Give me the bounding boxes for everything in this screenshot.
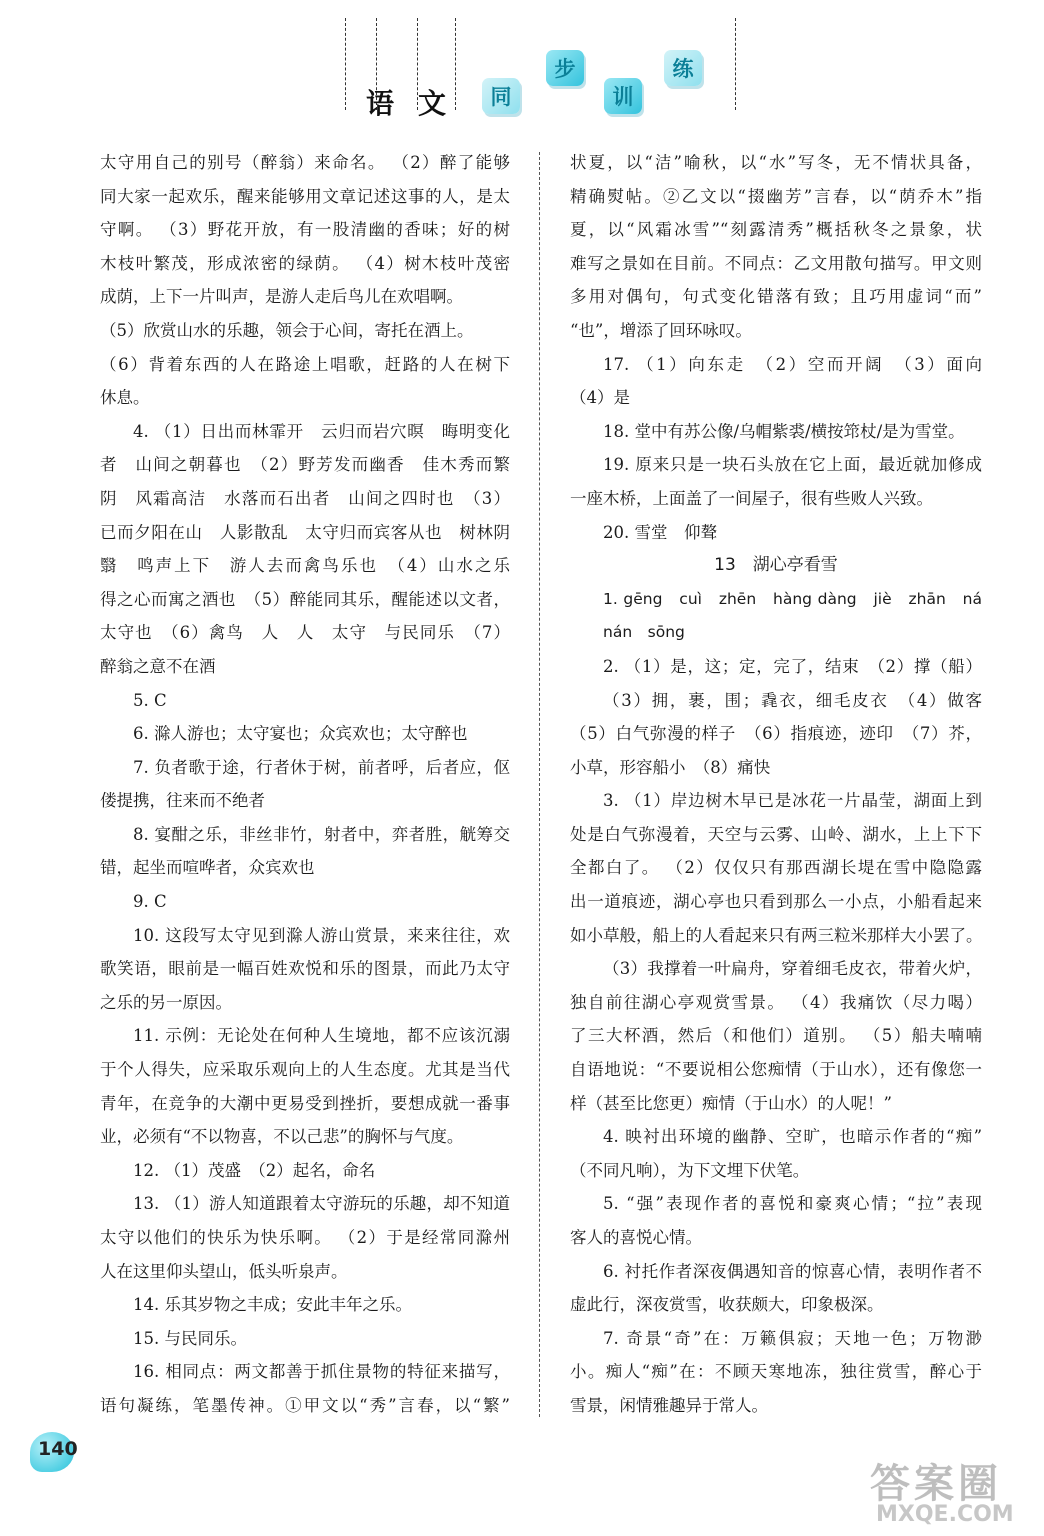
- answer-line: 一座木桥，上面盖了一间屋子，很有些败人兴致。: [570, 488, 933, 508]
- answer-line: （5）白气弥漫的样子 （6）指痕迹，迹印 （7）芥，: [570, 724, 982, 744]
- page-header: [0, 0, 1044, 130]
- answer-line: 人在这里仰头望山，低头听泉声。: [100, 1261, 348, 1281]
- answer-line: 青年，在竞争的大潮中更易受到挫折，要想成就一番事: [100, 1093, 510, 1113]
- answer-line: 偻提携，往来而不绝者: [100, 791, 265, 811]
- answer-line: 4. （1）日出而林霏开 云归而岩穴暝 晦明变化: [133, 421, 510, 441]
- answer-line: 同大家一起欢乐，醒来能够用文章记述这事的人，是太: [100, 186, 510, 206]
- answer-line: 8. 宴酣之乐，非丝非竹，射者中，弈者胜，觥筹交: [133, 824, 510, 844]
- answer-line: nán sōng: [603, 623, 685, 642]
- answer-line: 客人的喜悦心情。: [570, 1228, 702, 1247]
- answer-line: 19. 原来只是一块石头放在它上面，最近就加修成: [603, 455, 982, 475]
- answer-line: 4. 映衬出环境的幽静、空旷，也暗示作者的“痴”: [603, 1127, 982, 1147]
- answer-line: 3. （1）岸边树木早已是冰花一片晶莹，湖面上到: [603, 791, 982, 811]
- answer-line: 13. （1）游人知道跟着太守游玩的乐趣，却不知道: [133, 1194, 510, 1214]
- answer-line: 多用对偶句，句式变化错落有致；且巧用虚词“而”: [570, 287, 982, 307]
- answer-line: 于个人得失，应采取乐观向上的人生态度。尤其是当代: [100, 1060, 510, 1080]
- answer-line: 成荫，上下一片叫声，是游人走后鸟儿在欢唱啊。: [100, 287, 463, 307]
- answer-line: 精确熨帖。②乙文以“掇幽芳”言春，以“荫乔木”指: [570, 186, 982, 206]
- answer-line: 独自前往湖心亭观赏雪景。 （4）我痛饮（尽力喝）: [570, 992, 982, 1012]
- answer-line: 语句凝练，笔墨传神。①甲文以“秀”言春，以“繁”: [100, 1395, 510, 1415]
- answer-line: 样（甚至比您更）痴情（于山水）的人呢！”: [570, 1093, 892, 1113]
- watermark-url: MXQE.COM: [876, 1502, 1014, 1527]
- page-number: 140: [38, 1438, 78, 1460]
- answer-line: 12. （1）茂盛 （2）起名，命名: [133, 1160, 376, 1180]
- answer-line: （不同凡响），为下文埋下伏笔。: [570, 1160, 810, 1180]
- series-title-char: 练: [664, 50, 702, 86]
- answer-line: 5. C: [133, 690, 167, 710]
- subject-label: 语: [366, 87, 395, 120]
- watermark-logo: [862, 1452, 1032, 1530]
- answer-line: 休息。: [100, 388, 150, 408]
- answer-line: 14. 乐其岁物之丰成；安此丰年之乐。: [133, 1295, 412, 1315]
- answer-line: （3）我撑着一叶扁舟，穿着细毛皮衣，带着火炉，: [603, 959, 982, 979]
- answer-line: 16. 相同点：两文都善于抓住景物的特征来描写，: [133, 1362, 510, 1382]
- answer-line: 歌笑语，眼前是一幅百姓欢悦和乐的图景，而此乃太守: [100, 959, 510, 979]
- answer-line: 6. 衬托作者深夜偶遇知音的惊喜心情，表明作者不: [603, 1261, 982, 1281]
- answer-line: （4）是: [570, 388, 630, 408]
- left-answer-column: [100, 146, 510, 1423]
- answer-line: 太守用自己的别号（醉翁）来命名。 （2）醉了能够: [100, 153, 510, 172]
- answer-line: 处是白气弥漫着，天空与云雾、山岭、湖水，上上下下: [570, 824, 982, 844]
- subject-label: 文: [418, 87, 447, 120]
- answer-line: 状夏，以“洁”喻秋，以“水”写冬，无不情状具备，: [570, 153, 982, 172]
- answer-line: 9. C: [133, 892, 167, 912]
- right-answer-column: [570, 146, 982, 1423]
- answer-line: 难写之景如在目前。不同点：乙文用散句描写。甲文则: [570, 253, 982, 273]
- answer-line: 雪景，闲情雅趣异于常人。: [570, 1395, 768, 1415]
- answer-line: 7. 奇景“奇”在：万籁俱寂；天地一色；万物渺: [603, 1328, 982, 1348]
- answer-line: 虚此行，深夜赏雪，收获颇大，印象极深。: [570, 1295, 884, 1315]
- answer-line: 17. （1）向东走 （2）空而开阔 （3）面向: [603, 354, 982, 374]
- answer-line: 7. 负者歌于途，行者休于树，前者呼，后者应，伛: [133, 757, 510, 777]
- answer-line: 夏，以“风霜冰雪”“刻露清秀”概括秋冬之景象，状: [570, 220, 982, 240]
- answer-line: 如小草般，船上的人看起来只有两三粒米那样大小罢了。: [570, 925, 982, 945]
- series-title-char: 同: [482, 78, 520, 114]
- column-divider: [539, 152, 540, 1417]
- answer-line: 15. 与民同乐。: [133, 1328, 247, 1348]
- answer-line: 18. 堂中有苏公像/乌帽紫裘/横按筇杖/是为雪堂。: [603, 421, 965, 441]
- answer-line: 业，必须有“不以物喜，不以己悲”的胸怀与气度。: [100, 1127, 464, 1147]
- answer-line: 11. 示例：无论处在何种人生境地，都不应该沉溺: [133, 1026, 510, 1046]
- header-divider: [345, 18, 346, 110]
- series-title-char: 训: [604, 78, 642, 114]
- header-divider: [455, 18, 456, 110]
- answer-line: （3）拥，裹，围；毳衣，细毛皮衣 （4）做客: [603, 690, 982, 710]
- answer-line: 2. （1）是，这；定，完了，结束 （2）撑（船）: [603, 656, 982, 676]
- answer-line: 全都白了。 （2）仅仅只有那西湖长堤在雪中隐隐露: [570, 858, 982, 878]
- series-title-char: 步: [546, 50, 584, 86]
- answer-line: 了三大杯酒，然后（和他们）道别。 （5）船夫喃喃: [570, 1026, 982, 1046]
- section-heading: 13 湖心亭看雪: [714, 555, 838, 576]
- answer-line: 6. 滁人游也；太守宴也；众宾欢也；太守醉也: [133, 724, 468, 744]
- answer-line: 自语地说：“不要说相公您痴情（于山水），还有像您一: [570, 1060, 982, 1080]
- answer-line: 出一道痕迹，湖心亭也只看到那么一小点，小船看起来: [570, 892, 982, 912]
- answer-line: 醉翁之意不在酒: [100, 656, 216, 676]
- answer-line: 已而夕阳在山 人影散乱 太守归而宾客从也 树林阴: [100, 522, 510, 542]
- answer-line: “也”，增添了回环咏叹。: [570, 320, 752, 340]
- answer-line: 5. “强”表现作者的喜悦和豪爽心情；“拉”表现: [603, 1194, 982, 1214]
- answer-line: 1. gēng cuì zhēn hàng dàng jiè zhān ná: [603, 589, 982, 608]
- answer-line: 守啊。 （3）野花开放，有一股清幽的香味；好的树: [100, 220, 510, 240]
- answer-line: 错，起坐而喧哗者，众宾欢也: [100, 858, 315, 878]
- answer-line: （6）背着东西的人在路途上唱歌，赶路的人在树下: [100, 354, 510, 374]
- answer-line: 太守以他们的快乐为快乐啊。 （2）于是经常同滁州: [100, 1228, 510, 1247]
- answer-line: 翳 鸣声上下 游人去而禽鸟乐也 （4）山水之乐: [100, 556, 510, 576]
- answer-line: 小。痴人“痴”在：不顾天寒地冻，独往赏雪，醉心于: [570, 1362, 982, 1382]
- answer-line: 阴 风霜高洁 水落而石出者 山间之四时也 （3）: [100, 488, 510, 508]
- answer-line: 太守也 （6）禽鸟 人 人 太守 与民同乐 （7）: [100, 623, 510, 643]
- answer-line: 木枝叶繁茂，形成浓密的绿荫。 （4）树木枝叶茂密: [100, 253, 510, 273]
- watermark-logo-text: 答案圈: [870, 1461, 1002, 1507]
- answer-line: （5）欣赏山水的乐趣，领会于心间，寄托在酒上。: [100, 320, 474, 340]
- answer-line: 20. 雪堂 仰聱: [603, 522, 717, 542]
- answer-line: 小草，形容船小 （8）痛快: [570, 757, 771, 777]
- answer-line: 之乐的另一原因。: [100, 992, 232, 1012]
- answer-line: 10. 这段写太守见到滁人游山赏景，来来往往，欢: [133, 925, 510, 945]
- answer-line: 者 山间之朝暮也 （2）野芳发而幽香 佳木秀而繁: [100, 455, 510, 475]
- answer-line: 得之心而寓之酒也 （5）醉能同其乐，醒能述以文者，: [100, 589, 510, 609]
- header-divider: [735, 18, 736, 110]
